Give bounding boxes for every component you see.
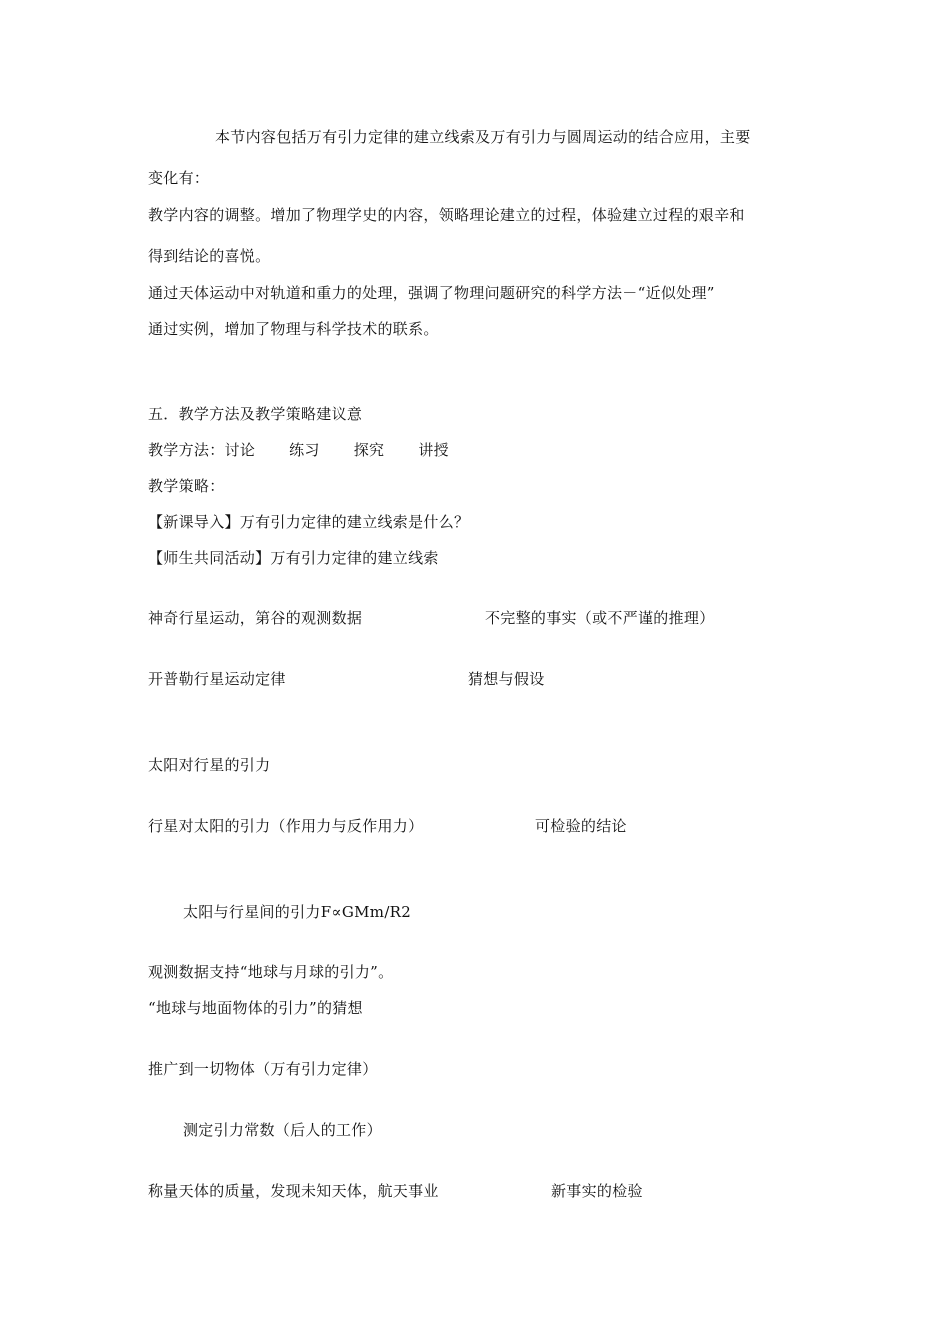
method-item: 探究 — [353, 441, 385, 459]
flow-r4-left: 行星对太阳的引力（作用力与反作用力） — [148, 817, 424, 835]
flow-r5-left: 太阳与行星间的引力F∝GMm/R2 — [183, 903, 412, 921]
intro-line-2: 变化有： — [148, 169, 210, 187]
flow-r9-left: 测定引力常数（后人的工作） — [183, 1121, 382, 1139]
intro-item-1a: 教学内容的调整。增加了物理学史的内容，领略理论建立的过程，体验建立过程的艰辛和 — [148, 206, 745, 224]
teaching-methods — [148, 440, 449, 460]
flow-r8-left: 推广到一切物体（万有引力定律） — [148, 1060, 378, 1078]
flow-r2-right: 猜想与假设 — [468, 670, 545, 688]
flow-r7-left: “地球与地面物体的引力”的猜想 — [148, 999, 363, 1017]
flow-r1-left: 神奇行星运动，第谷的观测数据 — [148, 609, 363, 627]
intro-item-3: 通过实例，增加了物理与科学技术的联系。 — [148, 320, 439, 338]
method-item: 讨论 — [224, 441, 256, 459]
flow-r1-right: 不完整的事实（或不严谨的推理） — [485, 609, 715, 627]
method-item: 练习 — [289, 441, 320, 459]
flow-r10-left: 称量天体的质量，发现未知天体，航天事业 — [148, 1182, 439, 1200]
intro-line-1: 本节内容包括万有引力定律的建立线索及万有引力与圆周运动的结合应用，主要 — [215, 128, 751, 146]
flow-r6-left: 观测数据支持“地球与月球的引力”。 — [148, 963, 394, 981]
flow-r4-right: 可检验的结论 — [535, 817, 627, 835]
joint-activity: 【师生共同活动】万有引力定律的建立线索 — [148, 549, 439, 567]
intro-item-2: 通过天体运动中对轨道和重力的处理，强调了物理问题研究的科学方法－“近似处理” — [148, 284, 715, 302]
method-item: 讲授 — [418, 441, 449, 459]
flow-r2-left: 开普勒行星运动定律 — [148, 670, 286, 688]
flow-r3-left: 太阳对行星的引力 — [148, 756, 271, 774]
strategy-label: 教学策略： — [148, 477, 225, 495]
methods-label: 教学方法： — [148, 441, 225, 459]
new-lesson-intro: 【新课导入】万有引力定律的建立线索是什么？ — [148, 513, 470, 531]
flow-r10-right: 新事实的检验 — [551, 1182, 643, 1200]
intro-item-1b: 得到结论的喜悦。 — [148, 247, 271, 265]
section-heading: 五．教学方法及教学策略建议意 — [148, 405, 363, 423]
